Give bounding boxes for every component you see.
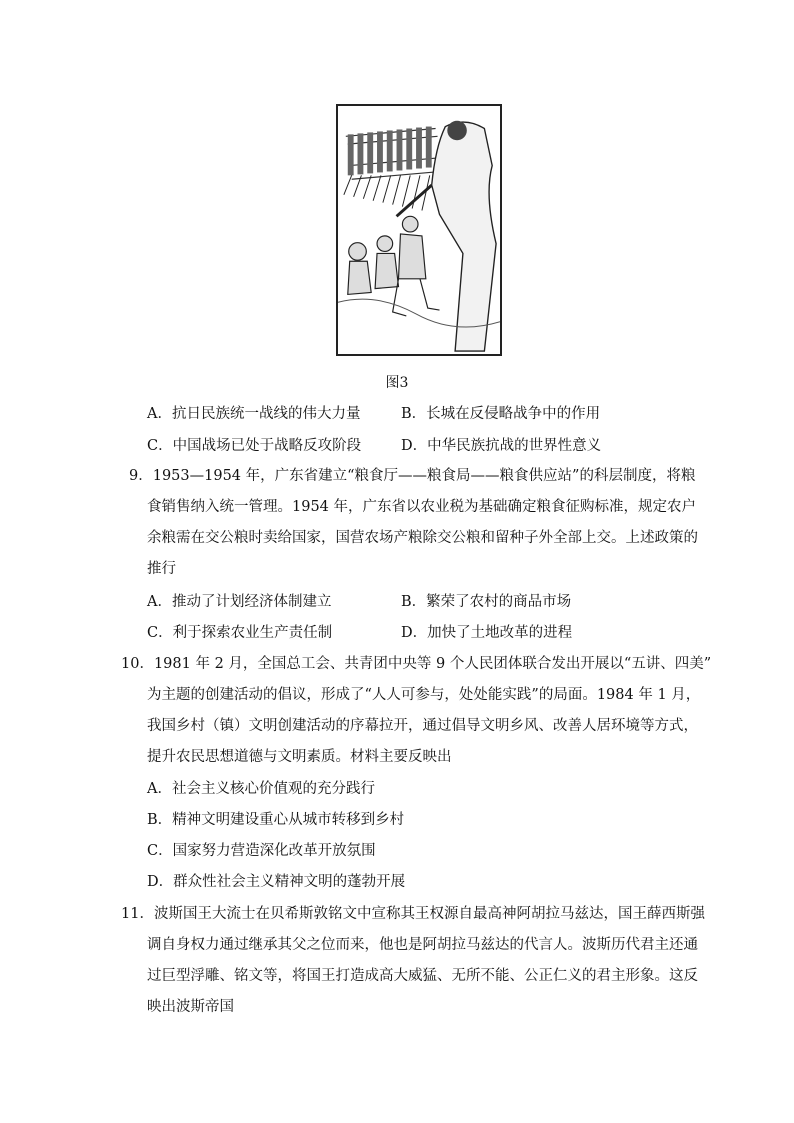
q10-option-a: A．社会主义核心价值观的充分践行 (147, 781, 375, 797)
q9-stem-line-2: 食销售纳入统一管理。1954 年，广东省以农业税为基础确定粮食征购标准，规定农户 (147, 499, 697, 515)
q10-option-b: B．精神文明建设重心从城市转移到乡村 (147, 812, 405, 828)
q8-option-a: A．抗日民族统一战线的伟大力量 (147, 406, 361, 422)
q11-stem-line-4: 映出波斯帝国 (147, 999, 234, 1015)
woodcut-illustration-drawing (338, 106, 500, 354)
q10-stem-line-4: 提升农民思想道德与文明素质。材料主要反映出 (147, 749, 452, 765)
q10-option-c: C．国家努力营造深化改革开放氛围 (147, 843, 376, 859)
q10-stem-line-1: 10．1981 年 2 月，全国总工会、共青团中央等 9 个人民团体联合发出开展以“五讲、四美” (121, 656, 712, 672)
q10-stem-line-2: 为主题的创建活动的倡议，形成了“人人可参与，处处能实践”的局面。1984 年 1 月， (147, 687, 701, 703)
q9-stem-line-4: 推行 (147, 561, 176, 577)
q11-stem-line-3: 过巨型浮雕、铭文等，将国王打造成高大威猛、无所不能、公正仁义的君主形象。这反 (147, 968, 698, 984)
q8-option-b: B．长城在反侵略战争中的作用 (401, 406, 601, 422)
q8-option-c: C．中国战场已处于战略反攻阶段 (147, 438, 362, 454)
q9-option-d: D．加快了土地改革的进程 (401, 625, 573, 641)
woodcut-illustration (336, 104, 502, 356)
q9-option-a: A．推动了计划经济体制建立 (147, 594, 332, 610)
q11-stem-line-1: 11．波斯国王大流士在贝希斯敦铭文中宣称其王权源自最高神阿胡拉马兹达，国王薛西斯强 (121, 906, 705, 922)
q10-option-d: D．群众性社会主义精神文明的蓬勃开展 (147, 874, 406, 890)
figure-caption: 图3 (385, 375, 409, 391)
q9-stem-line-1: 9．1953—1954 年，广东省建立“粮食厅——粮食局——粮食供应站”的科层制度，将粮 (129, 468, 696, 484)
q8-option-d: D．中华民族抗战的世界性意义 (401, 438, 602, 454)
q10-stem-line-3: 我国乡村（镇）文明创建活动的序幕拉开，通过倡导文明乡风、改善人居环境等方式， (147, 718, 698, 734)
q9-option-b: B．繁荣了农村的商品市场 (401, 594, 572, 610)
q11-stem-line-2: 调自身权力通过继承其父之位而来，他也是阿胡拉马兹达的代言人。波斯历代君主还通 (147, 937, 698, 953)
q9-stem-line-3: 余粮需在交公粮时卖给国家，国营农场产粮除交公粮和留种子外全部上交。上述政策的 (147, 530, 698, 546)
q9-option-c: C．利于探索农业生产责任制 (147, 625, 333, 641)
